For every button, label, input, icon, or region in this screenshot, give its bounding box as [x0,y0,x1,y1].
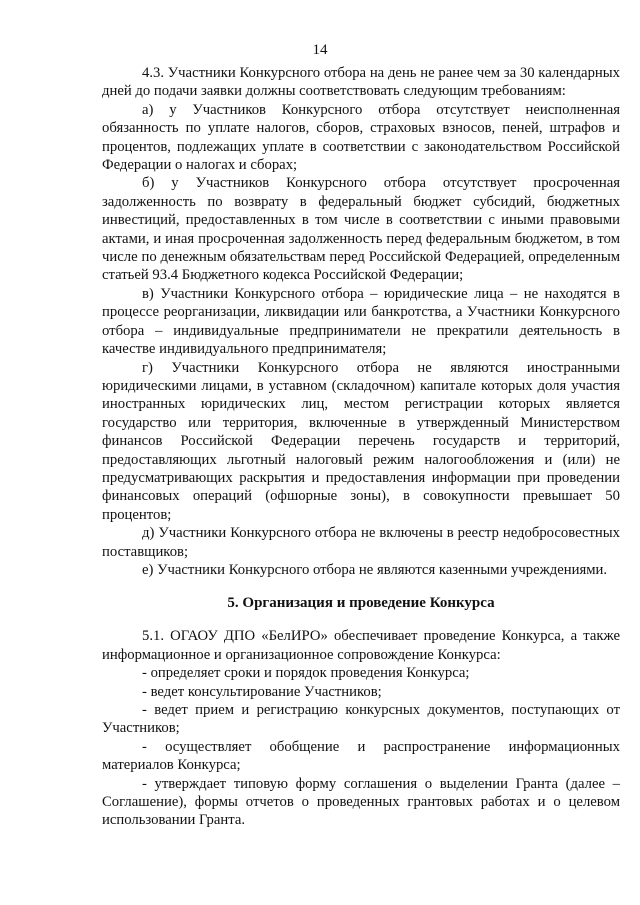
clause-5-1-item: - осуществляет обобщение и распространение информационных материалов Конкурса; [102,738,620,774]
clause-5-1-item: - определяет сроки и порядок проведения Конкурса; [142,665,470,682]
clause-5-1-item: - ведет прием и регистрацию конкурсных документов, поступающих от Участников; [102,702,620,737]
clause-4-3: 4.3. Участники Конкурсного отбора на день не ранее чем за 30 календарных дней до подачи заявки должны соответствовать следующим требованиям: [102,65,620,100]
clause-4-3-e: е) Участники Конкурсного отбора не являются казенными учреждениями. [142,561,608,578]
clause-4-3-g: г) Участники Конкурсного отбора не являются иностранными юридическими лицами, в уставном (складочном) капитале которых доля участия иностранных юридических лиц, местом регистрации которых является государство или территория, включенные в утвержденный Министерством финансов Российской Федерации перечень государств и территорий, предоставляющих льготный налоговый режим налогообложения и (или) не предусматривающих раскрытия и предоставления информации при проведении финансовых операций (офшорные зоны), в совокупности превышает 50 процентов; [102,359,620,523]
clause-4-3-a: а) у Участников Конкурсного отбора отсутствует неисполненная обязанность по уплате налогов, сборов, страховых взносов, пеней, штрафов и процентов, подлежащих уплате в соответствии с законодательством Российской Федерации о налогах и сборах; [102,101,620,174]
clause-5-1-item: - ведет консультирование Участников; [142,683,382,700]
document-body [102,64,620,830]
clause-4-3-b: б) у Участников Конкурсного отбора отсутствует просроченная задолженность по возврату в федеральный бюджет субсидий, бюджетных инвестиций, предоставленных в том числе в соответствии с иными правовыми актами, и иная просроченная задолженность перед федеральным бюджетом, в том числе по денежным обязательствам перед Российской Федерацией, определенным статьей 93.4 Бюджетного кодекса Российской Федерации; [102,175,620,284]
clause-4-3-d: д) Участники Конкурсного отбора не включены в реестр недобросовестных поставщиков; [102,525,620,560]
clause-5-1-item: - утверждает типовую форму соглашения о выделении Гранта (далее – Соглашение), формы отчетов о проведенных грантовых работах и о целевом использовании Гранта. [102,775,620,829]
clause-4-3-v: в) Участники Конкурсного отбора – юридические лица – не находятся в процессе реорганизации, ликвидации или банкротства, а Участники Конкурсного отбора – индивидуальные предприниматели не прекратили деятельность в качестве индивидуального предпринимателя; [102,285,620,358]
section-5-heading: 5. Организация и проведение Конкурса [227,595,495,612]
clause-5-1: 5.1. ОГАОУ ДПО «БелИРО» обеспечивает проведение Конкурса, а также информационное и организационное сопровождение Конкурса: [102,628,620,663]
page-number: 14 [312,42,328,58]
